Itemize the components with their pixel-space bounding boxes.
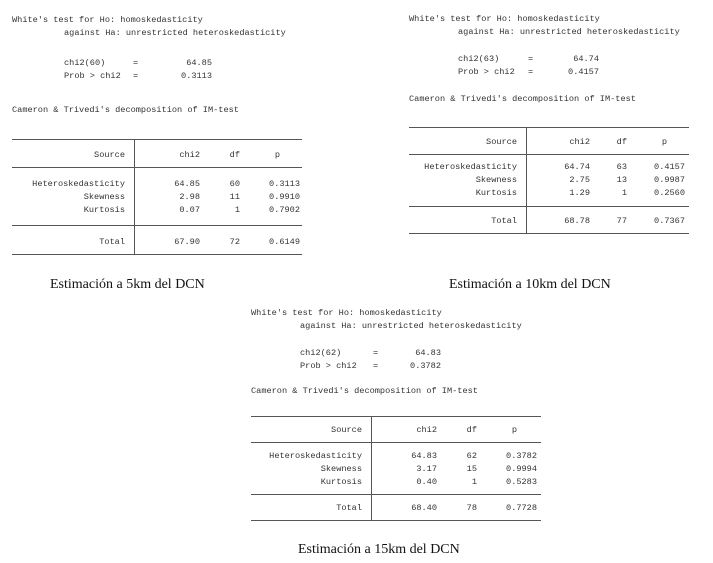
chi2-label: chi2(63)	[458, 54, 500, 64]
chi2-label: chi2(62)	[300, 348, 342, 358]
total-p: 0.6149	[269, 237, 300, 247]
table-top-rule	[409, 127, 689, 128]
header-p: p	[511, 425, 517, 435]
table-column-divider	[526, 127, 527, 233]
header-chi2: chi2	[416, 425, 437, 435]
table-bottom-rule	[12, 254, 302, 255]
total-source: Total	[336, 503, 362, 513]
row-p: 0.5283	[506, 477, 537, 487]
row-chi2: 0.40	[416, 477, 437, 487]
total-df: 78	[466, 503, 477, 513]
row-df: 1	[234, 205, 240, 215]
row-p: 0.9987	[654, 175, 685, 185]
prob-value: 0.3113	[181, 71, 212, 81]
prob-equals: =	[373, 361, 379, 371]
table-bottom-rule	[251, 520, 541, 521]
row-chi2: 0.07	[179, 205, 200, 215]
prob-value: 0.4157	[568, 67, 599, 77]
total-rule	[409, 206, 689, 207]
header-df: df	[616, 137, 627, 147]
row-chi2: 2.75	[569, 175, 590, 185]
prob-label: Prob > chi2	[64, 71, 121, 81]
white-test-against: against Ha: unrestricted heteroskedasticity	[64, 28, 286, 38]
row-p: 0.4157	[654, 162, 685, 172]
white-test-title: White's test for Ho: homoskedasticity	[409, 14, 600, 24]
total-df: 72	[229, 237, 240, 247]
row-df: 1	[621, 188, 627, 198]
white-test-title: White's test for Ho: homoskedasticity	[251, 308, 442, 318]
caption-5km: Estimación a 5km del DCN	[50, 277, 205, 292]
row-p: 0.2560	[654, 188, 685, 198]
header-rule	[409, 154, 689, 155]
prob-value: 0.3782	[410, 361, 441, 371]
chi2-value: 64.85	[186, 58, 212, 68]
chi2-label: chi2(60)	[64, 58, 106, 68]
chi2-value: 64.74	[573, 54, 599, 64]
table-column-divider	[134, 139, 135, 254]
white-test-against: against Ha: unrestricted heteroskedasticity	[300, 321, 522, 331]
row-p: 0.3113	[269, 179, 300, 189]
row-chi2: 2.98	[179, 192, 200, 202]
table-top-rule	[12, 139, 302, 140]
row-chi2: 64.83	[411, 451, 437, 461]
total-p: 0.7728	[506, 503, 537, 513]
row-df: 15	[466, 464, 477, 474]
total-rule	[251, 494, 541, 495]
total-chi2: 68.40	[411, 503, 437, 513]
chi2-value: 64.83	[415, 348, 441, 358]
prob-equals: =	[133, 71, 139, 81]
row-df: 13	[616, 175, 627, 185]
decomposition-title: Cameron & Trivedi's decomposition of IM-test	[251, 386, 478, 396]
row-chi2: 1.29	[569, 188, 590, 198]
header-source: Source	[94, 150, 125, 160]
white-test-title: White's test for Ho: homoskedasticity	[12, 15, 203, 25]
row-source: Skewness	[475, 175, 517, 185]
row-source: Skewness	[320, 464, 362, 474]
prob-equals: =	[528, 67, 534, 77]
row-source: Heteroskedasticity	[424, 162, 517, 172]
test-panel-15km	[251, 307, 551, 527]
header-rule	[251, 442, 541, 443]
row-df: 1	[471, 477, 477, 487]
header-p: p	[274, 150, 280, 160]
row-p: 0.3782	[506, 451, 537, 461]
prob-label: Prob > chi2	[458, 67, 515, 77]
decomposition-title: Cameron & Trivedi's decomposition of IM-test	[409, 94, 636, 104]
prob-label: Prob > chi2	[300, 361, 357, 371]
caption-15km: Estimación a 15km del DCN	[298, 542, 460, 557]
caption-10km: Estimación a 10km del DCN	[449, 277, 611, 292]
row-source: Heteroskedasticity	[269, 451, 362, 461]
header-source: Source	[486, 137, 517, 147]
table-bottom-rule	[409, 233, 689, 234]
header-rule	[12, 167, 302, 168]
total-p: 0.7367	[654, 216, 685, 226]
chi2-equals: =	[133, 58, 139, 68]
total-chi2: 67.90	[174, 237, 200, 247]
row-chi2: 64.74	[564, 162, 590, 172]
chi2-equals: =	[528, 54, 534, 64]
row-p: 0.7902	[269, 205, 300, 215]
row-chi2: 64.85	[174, 179, 200, 189]
white-test-against: against Ha: unrestricted heteroskedasticity	[458, 27, 680, 37]
row-source: Kurtosis	[320, 477, 362, 487]
row-df: 62	[466, 451, 477, 461]
header-df: df	[466, 425, 477, 435]
total-source: Total	[99, 237, 125, 247]
total-chi2: 68.78	[564, 216, 590, 226]
total-rule	[12, 225, 302, 226]
decomposition-title: Cameron & Trivedi's decomposition of IM-test	[12, 105, 239, 115]
chi2-equals: =	[373, 348, 379, 358]
row-p: 0.9994	[506, 464, 537, 474]
row-source: Kurtosis	[83, 205, 125, 215]
header-source: Source	[331, 425, 362, 435]
row-chi2: 3.17	[416, 464, 437, 474]
table-column-divider	[371, 416, 372, 520]
test-panel-5km	[12, 14, 312, 264]
table-top-rule	[251, 416, 541, 417]
row-source: Heteroskedasticity	[32, 179, 125, 189]
test-panel-10km	[409, 13, 709, 238]
row-p: 0.9910	[269, 192, 300, 202]
header-p: p	[661, 137, 667, 147]
row-source: Kurtosis	[475, 188, 517, 198]
row-df: 60	[229, 179, 240, 189]
total-df: 77	[616, 216, 627, 226]
header-df: df	[229, 150, 240, 160]
header-chi2: chi2	[179, 150, 200, 160]
total-source: Total	[491, 216, 517, 226]
row-df: 63	[616, 162, 627, 172]
row-source: Skewness	[83, 192, 125, 202]
row-df: 11	[229, 192, 240, 202]
header-chi2: chi2	[569, 137, 590, 147]
